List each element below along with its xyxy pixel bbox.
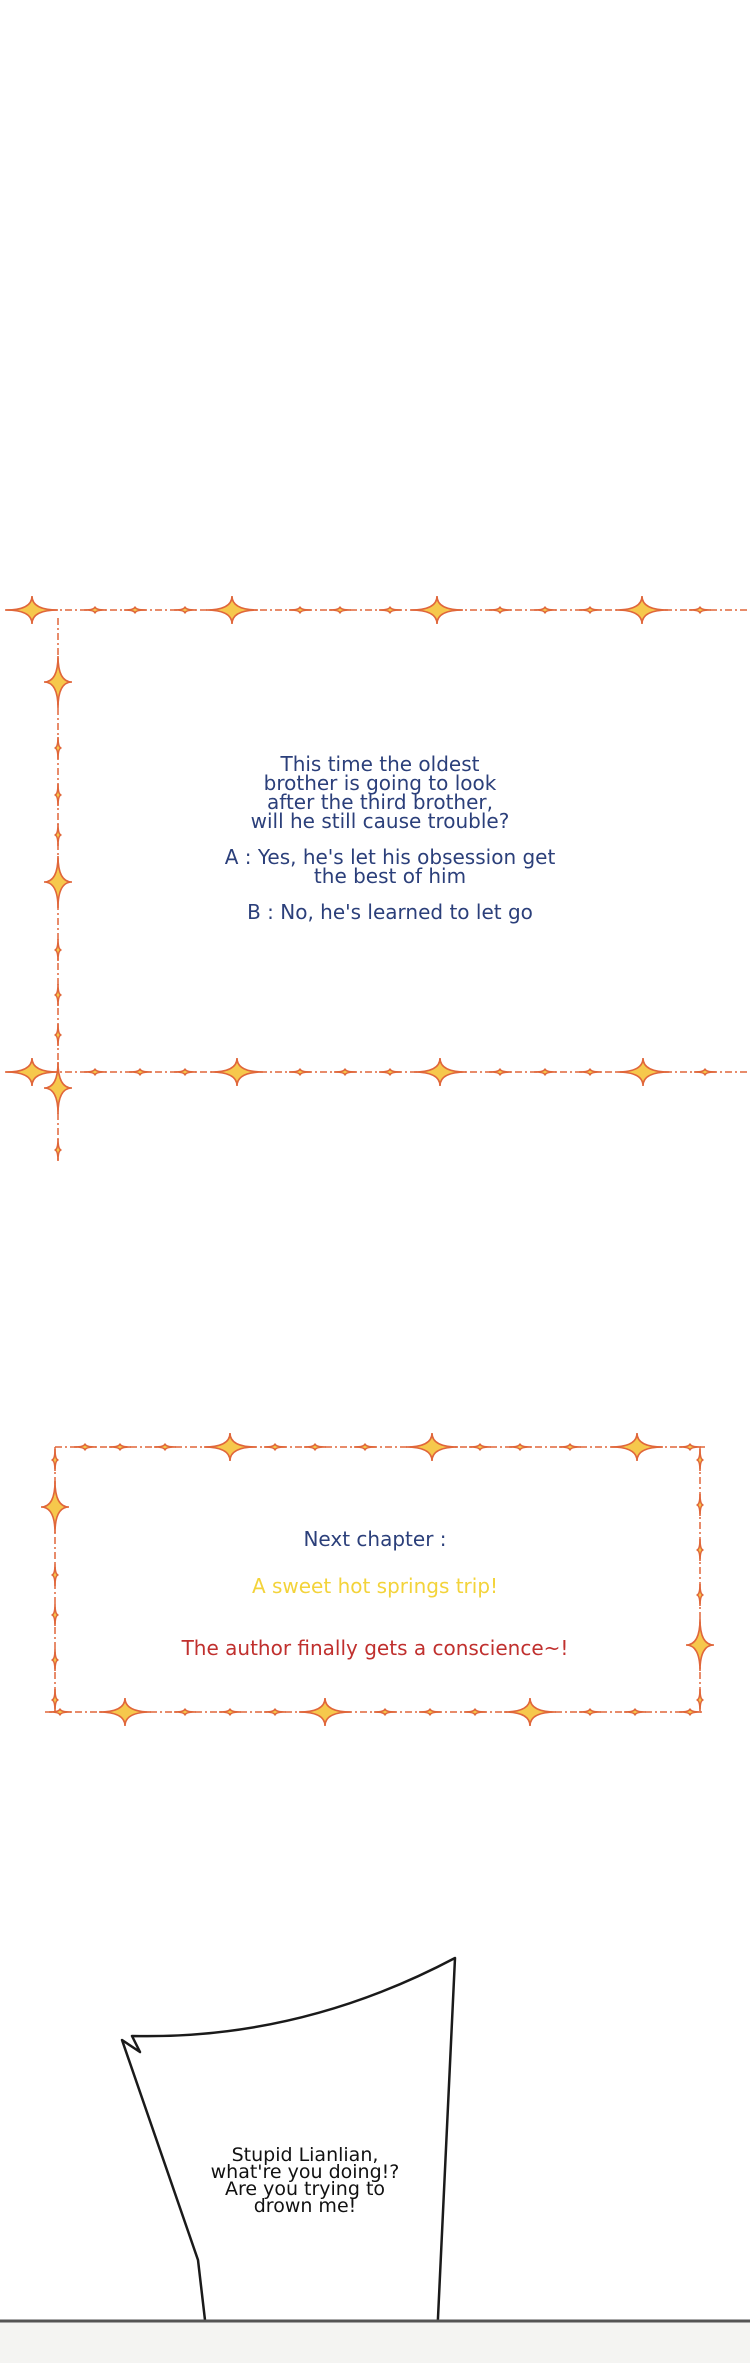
sparkle-icon [154,1444,176,1451]
sparkle-icon [44,656,72,708]
sparkle-icon [55,824,62,846]
poll-question-line: after the third brother, [267,790,493,814]
sparkle-icon [579,1709,601,1716]
sparkle-icon [211,1058,263,1086]
poll-option-b [200,900,580,924]
sparkle-icon [55,737,62,759]
sparkle-icon [617,1058,669,1086]
sparkle-icon [406,1433,458,1461]
sparkle-icon [559,1444,581,1451]
sparkle-icon [52,1449,59,1471]
sparkle-icon [534,607,556,614]
sparkle-icon [489,1069,511,1076]
poll-question [180,752,580,833]
sparkle-icon [44,1062,72,1114]
sparkle-icon [579,607,601,614]
sparkle-icon [611,1433,663,1461]
sparkle-icon [204,1433,256,1461]
sparkle-icon [299,1698,351,1726]
sparkle-icon [679,1444,701,1451]
sparkle-icon [6,1058,58,1086]
sparkle-icon [697,1584,704,1606]
sparkle-icon [354,1444,376,1451]
sparkle-icon [264,1709,286,1716]
poll-option-line: B : No, he's learned to let go [247,900,533,924]
poll-option-line: A : Yes, he's let his obsession get [224,845,556,869]
sparkle-icon [489,607,511,614]
sparkle-icon [52,1649,59,1671]
sparkle-icon [52,1564,59,1586]
sparkle-icon [55,984,62,1006]
sparkle-icon [509,1444,531,1451]
sparkle-icon [55,1139,62,1161]
sparkle-icon [99,1698,151,1726]
sparkle-icon [379,607,401,614]
sparkle-icon [419,1709,441,1716]
poll-option-line: the best of him [313,864,467,888]
poll-question-line: brother is going to look [263,771,497,795]
sparkle-icon [49,1709,71,1716]
sparkle-icon [679,1709,701,1716]
sparkle-icon [374,1709,396,1716]
sparkle-icon [174,1069,196,1076]
poll-option-a [200,845,580,888]
sparkle-icon [174,1709,196,1716]
speech-line: Stupid Lianlian, [231,2144,379,2166]
speech-line: drown me! [253,2195,357,2217]
sparkle-icon [579,1069,601,1076]
next-panel-edge [0,2320,750,2363]
sparkle-icon [52,1689,59,1711]
sparkle-icon [206,596,258,624]
sparkle-icon [689,607,711,614]
sparkle-icon [289,1069,311,1076]
sparkle-icon [44,856,72,908]
sparkle-icon [469,1444,491,1451]
sparkle-icon [334,1069,356,1076]
sparkle-icon [694,1069,716,1076]
sparkle-icon [464,1709,486,1716]
speech-bubble-text [195,2144,415,2217]
sparkle-icon [697,1689,704,1711]
poll-question-line: will he still cause trouble? [250,809,510,833]
sparkle-icon [414,1058,466,1086]
sparkle-icon [41,1481,69,1533]
sparkle-icon [6,596,58,624]
sparkle-icon [504,1698,556,1726]
sparkle-icon [124,607,146,614]
sparkle-icon [534,1069,556,1076]
sparkle-icon [697,1539,704,1561]
speech-line: Are you trying to [224,2178,386,2200]
sparkle-icon [74,1444,96,1451]
sparkle-icon [109,1444,131,1451]
sparkle-icon [624,1709,646,1716]
poll-question-line: This time the oldest [280,752,480,776]
sparkle-icon [84,607,106,614]
sparkle-icon [52,1604,59,1626]
sparkle-icon [219,1709,241,1716]
sparkle-icon [55,784,62,806]
next-chapter-teaser: A sweet hot springs trip! [251,1574,499,1598]
sparkle-icon [329,607,351,614]
sparkle-icon [697,1494,704,1516]
sparkle-icon [264,1444,286,1451]
sparkle-icon [411,596,463,624]
sparkle-icon [616,596,668,624]
sparkle-icon [129,1069,151,1076]
sparkle-icon [55,939,62,961]
sparkle-icon [55,1024,62,1046]
sparkle-icon [304,1444,326,1451]
sparkle-icon [84,1069,106,1076]
next-chapter-note: The author finally gets a conscience~! [181,1636,569,1660]
sparkle-icon [174,607,196,614]
speech-line: what're you doing!? [210,2161,400,2183]
sparkle-icon [697,1449,704,1471]
sparkle-icon [379,1069,401,1076]
sparkle-icon [686,1619,714,1671]
next-chapter-title: Next chapter : [303,1527,447,1551]
sparkle-icon [289,607,311,614]
